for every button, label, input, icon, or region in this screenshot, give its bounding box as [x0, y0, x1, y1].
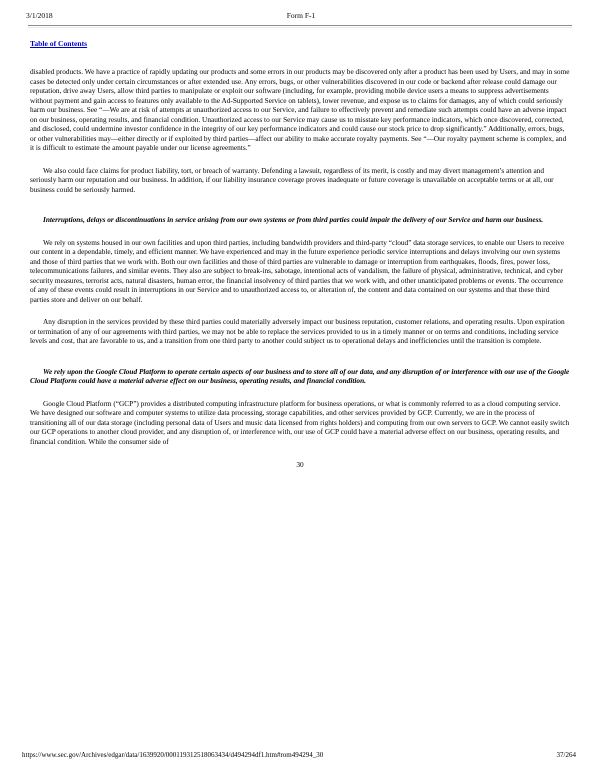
print-header — [0, 0, 600, 20]
document-title: Form F-1 — [286, 11, 316, 20]
page-number: 30 — [296, 460, 304, 469]
paragraph-systems-reliance: We rely on systems housed in our own facilities and upon third parties, including bandwidth providers and third-party “cloud” data storage services, to enable our Users to receive our content in a dependable, timely, and efficient manner. We have experienced and may in the future experience periodic service interruptions and delays involving our own systems and those of third parties that we work with. Both our own facilities and those of third parties are vulnerable to damage or interruption from earthquakes, floods, fires, power loss, telecommunications failures, and similar events. They also are subject to break-ins, sabotage, intentional acts of vandalism, the failure of physical, administrative, technical, and cyber security measures, terrorist acts, natural disasters, human error, the financial insolvency of third parties that we work with, and other unanticipated problems or events. The occurrence of any of these events could result in interruptions in our Service and to unauthorized access to, or alteration of, the content and data contained on our systems and that these third parties store and deliver on our behalf. — [30, 237, 565, 304]
risk-factor-heading-interruptions: Interruptions, delays or discontinuations in service arising from our own systems or from third parties could impair the delivery of our Service and harm our business. — [43, 215, 544, 224]
print-date: 3/1/2018 — [26, 11, 53, 20]
paragraph-continuation: disabled products. We have a practice of rapidly updating our products and some errors in our products may be discovered only after a product has been used by Users, and may in some cases be detected only under certain circumstances or after extended use. Any errors, bugs, or other vulnerabilities discovered in our code or backend after release could damage our reputation, drive away Users, allow third parties to manipulate or exploit our software (including, for example, providing mobile device users a means to suppress advertisements without payment and gain access to features only available to the Ad-Supported Service on tablets), lower revenue, and expose us to claims for damages, any of which could seriously harm our business. See “—We are at risk of attempts at unauthorized access to our Service, and failure to effectively prevent and remediate such attempts could have an adverse impact on our business, operating results, and financial condition. Unauthorized access to our Service may cause us to misstate key performance indicators, which once discovered, corrected, and disclosed, could undermine investor confidence in the integrity of our key performance indicators and could cause our stock price to drop significantly.” Additionally, errors, bugs, or other vulnerabilities may—either directly or if exploited by third parties—affect our ability to make accurate royalty payments. See “—Our royalty payment scheme is complex, and it is difficult to estimate the amount payable under our license agreements.” — [30, 67, 570, 152]
table-of-contents-link[interactable]: Table of Contents — [30, 39, 88, 48]
paragraph-gcp: Google Cloud Platform (“GCP”) provides a distributed computing infrastructure platform for business operations, or what is commonly referred to as a cloud computing service. We have designed our software and computer systems to utilize data processing, storage capabilities, and other services provided by GCP. Currently, we are in the process of transitioning all of our data storage (including personal data of Users and music data licensed from rights holders) and computing from our own servers to GCP. We cannot easily switch our GCP operations to another cloud provider, and any disruption of, or interference with, our use of GCP could have a material adverse effect on our business, operating results, and financial condition. While the consumer side of — [30, 398, 570, 446]
print-footer — [22, 751, 576, 759]
paragraph-liability-claims: We also could face claims for product liability, tort, or breach of warranty. Defending a lawsuit, regardless of its merit, is costly and may divert management’s attention and seriously harm our reputation and our business. In addition, if our liability insurance coverage proves inadequate or future coverage is unavailable on acceptable terms or at all, our business could be seriously harmed. — [30, 165, 554, 194]
document-body — [0, 28, 600, 469]
footer-url: https://www.sec.gov/Archives/edgar/data/1639920/000119312518063434/d494294df1.htm#rom494294_30 — [22, 751, 324, 759]
risk-factor-heading-google-cloud: We rely upon the Google Cloud Platform to operate certain aspects of our business and to store all of our data, and any disruption of or interference with our use of the Google Cloud Platform could have a material adverse effect on our business, operating results, and financial condition. — [30, 366, 570, 385]
paragraph-third-party-disruption: Any disruption in the services provided by these third parties could materially adversely impact our business reputation, customer relations, and operating results. Upon expiration or termination of any of our agreements with third parties, we may not be able to replace the services provided to us in a timely manner or on terms and conditions, including service levels and cost, that are favorable to us, and a transition from one third party to another could subject us to operational delays and inefficiencies until the transition is complete. — [30, 317, 565, 345]
footer-page-indicator: 37/264 — [556, 751, 576, 759]
